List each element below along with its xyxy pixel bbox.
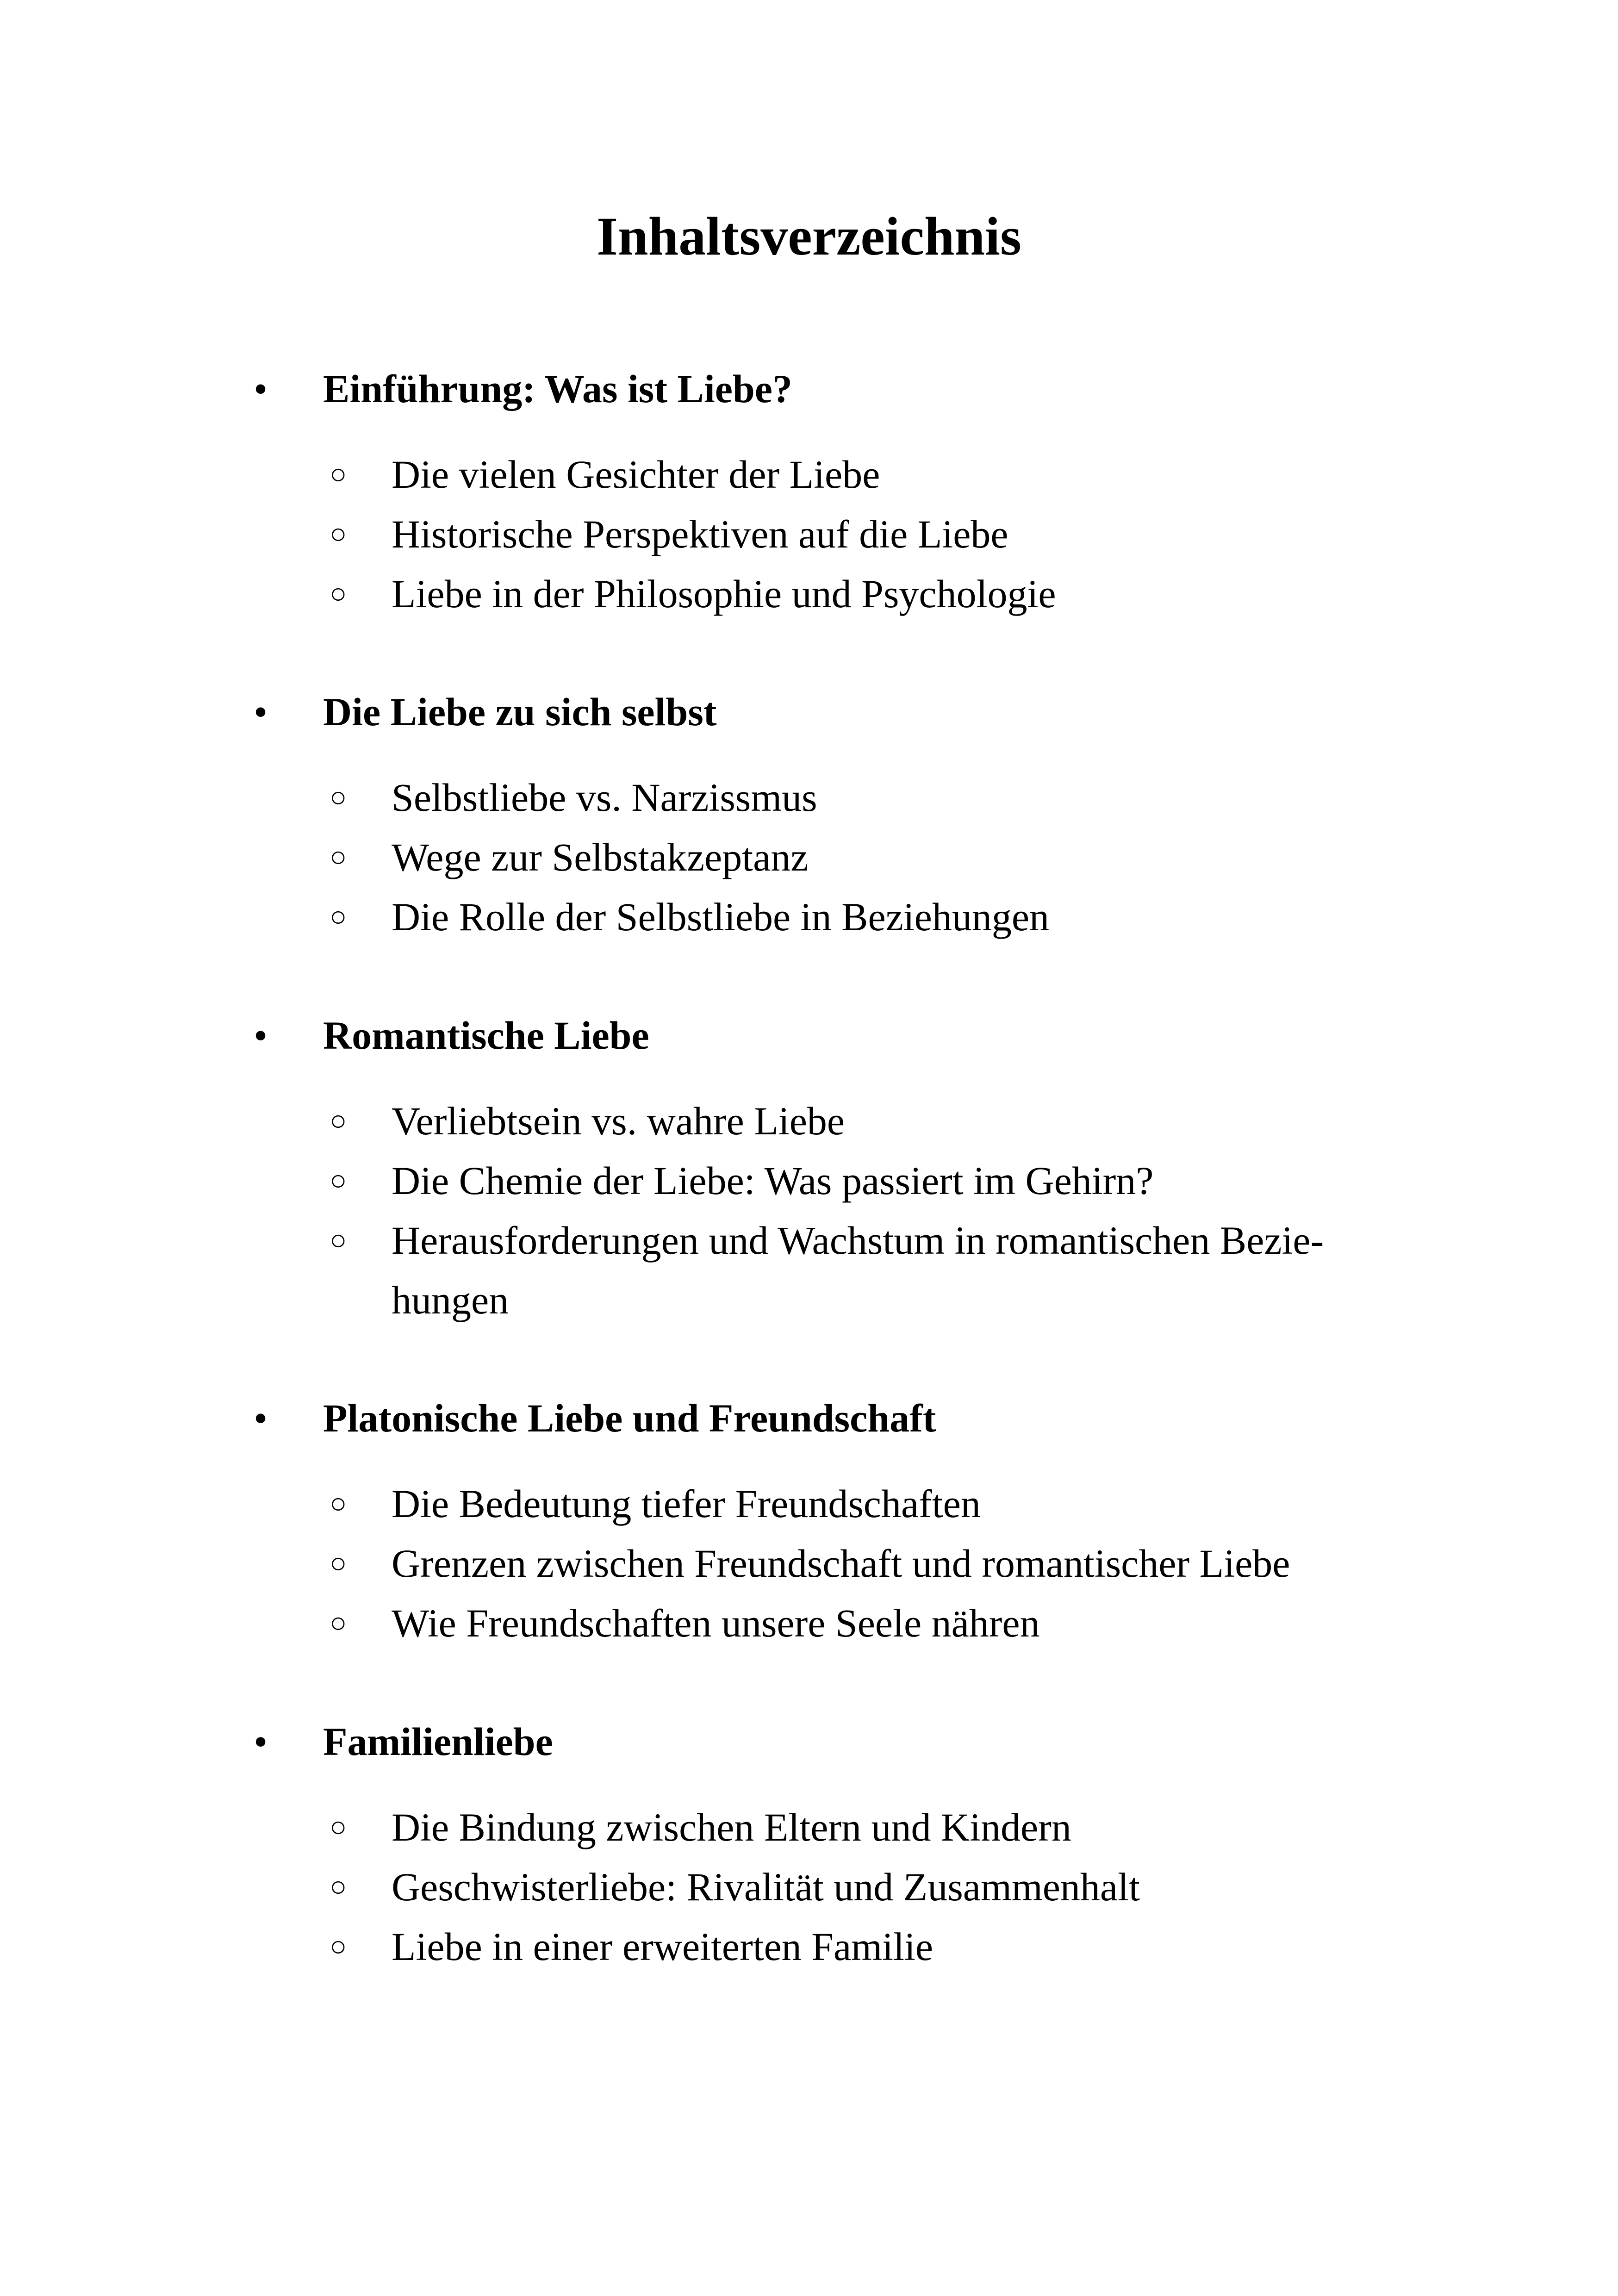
sub-item-label: Die Rolle der Selbstliebe in Beziehungen: [392, 895, 1050, 939]
sub-item-label: Herausforderungen und Wachstum in romantischen Bezie-: [392, 1218, 1324, 1263]
sub-item-list: [0, 1091, 1618, 1330]
list-item[interactable]: [0, 1917, 1618, 1977]
page-title: Inhaltsverzeichnis: [597, 206, 1021, 267]
sub-item-label: Verliebtsein vs. wahre Liebe: [392, 1099, 845, 1143]
section-title[interactable]: Romantische Liebe: [323, 1013, 649, 1058]
circle-bullet-icon: ○: [330, 1105, 347, 1137]
sub-item-label: Die vielen Gesichter der Liebe: [392, 452, 880, 497]
circle-bullet-icon: ○: [330, 459, 347, 490]
sub-item-label: Grenzen zwischen Freundschaft und romantischer Liebe: [392, 1541, 1290, 1586]
bullet-icon: •: [254, 1396, 268, 1440]
sub-item-label: Liebe in der Philosophie und Psychologie: [392, 572, 1056, 616]
sub-item-list: [0, 445, 1618, 624]
list-item[interactable]: [0, 1151, 1618, 1211]
section-title[interactable]: Einführung: Was ist Liebe?: [323, 367, 792, 411]
bullet-icon: •: [254, 690, 268, 734]
sub-item-label: Historische Perspektiven auf die Liebe: [392, 512, 1008, 556]
circle-bullet-icon: ○: [330, 782, 347, 813]
sub-item-label: Die Chemie der Liebe: Was passiert im Gehirn?: [392, 1158, 1154, 1203]
circle-bullet-icon: ○: [330, 518, 347, 550]
circle-bullet-icon: ○: [330, 1488, 347, 1519]
list-item[interactable]: [0, 504, 1618, 564]
circle-bullet-icon: ○: [330, 1548, 347, 1579]
bullet-icon: •: [254, 1013, 268, 1058]
list-item[interactable]: [0, 564, 1618, 624]
circle-bullet-icon: ○: [330, 1811, 347, 1843]
list-item[interactable]: [0, 828, 1618, 887]
circle-bullet-icon: ○: [330, 1607, 347, 1639]
sub-item-label: Liebe in einer erweiterten Familie: [392, 1924, 933, 1969]
list-item[interactable]: [0, 768, 1618, 828]
sub-item-label: Die Bedeutung tiefer Freundschaften: [392, 1481, 981, 1526]
list-item[interactable]: [0, 445, 1618, 504]
circle-bullet-icon: ○: [330, 1931, 347, 1962]
list-item[interactable]: [0, 1211, 1618, 1330]
section-title[interactable]: Familienliebe: [323, 1719, 553, 1764]
sub-item-label: Selbstliebe vs. Narzissmus: [392, 775, 817, 820]
sub-item-label: Wege zur Selbstakzeptanz: [392, 835, 809, 879]
sub-item-label: Die Bindung zwischen Eltern und Kindern: [392, 1805, 1071, 1849]
list-item[interactable]: [0, 1091, 1618, 1151]
list-item[interactable]: [0, 1474, 1618, 1534]
bullet-icon: •: [254, 367, 268, 411]
bullet-icon: •: [254, 1719, 268, 1764]
circle-bullet-icon: ○: [330, 578, 347, 610]
circle-bullet-icon: ○: [330, 1871, 347, 1903]
circle-bullet-icon: ○: [330, 1225, 347, 1256]
sub-item-list: [0, 768, 1618, 947]
list-item[interactable]: [0, 1593, 1618, 1653]
section-title[interactable]: Platonische Liebe und Freundschaft: [323, 1396, 936, 1440]
sub-item-list: [0, 1474, 1618, 1653]
circle-bullet-icon: ○: [330, 901, 347, 933]
list-item[interactable]: [0, 1798, 1618, 1857]
sub-item-label-continued: hungen: [392, 1278, 509, 1322]
list-item[interactable]: [0, 887, 1618, 947]
list-item[interactable]: [0, 1857, 1618, 1917]
list-item[interactable]: [0, 1534, 1618, 1593]
circle-bullet-icon: ○: [330, 1165, 347, 1196]
circle-bullet-icon: ○: [330, 841, 347, 873]
sub-item-list: [0, 1798, 1618, 1977]
sub-item-label: Wie Freundschaften unsere Seele nähren: [392, 1601, 1040, 1645]
section-title[interactable]: Die Liebe zu sich selbst: [323, 690, 717, 734]
sub-item-label: Geschwisterliebe: Rivalität und Zusammenhalt: [392, 1865, 1140, 1909]
